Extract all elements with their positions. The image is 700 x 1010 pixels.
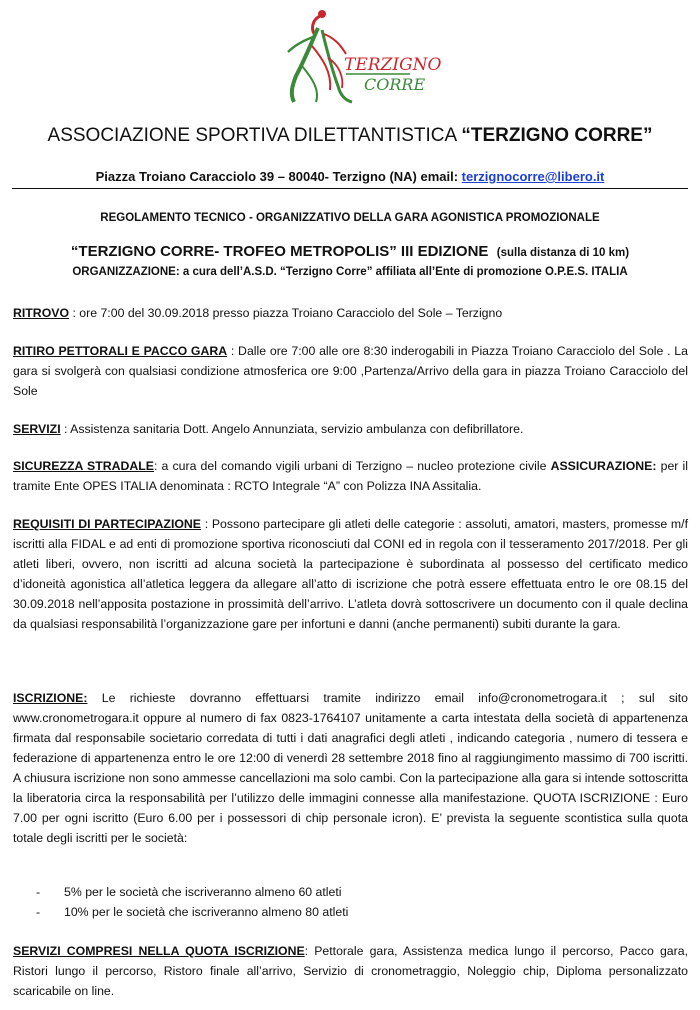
regulation-title: REGOLAMENTO TECNICO - ORGANIZZATIVO DELLA GARA AGONISTICA PROMOZIONALE xyxy=(100,212,600,224)
compresi-text: : Pettorale gara, Assistenza medica lungo il percorso, Pacco gara, Ristori lungo il percorso, Ristoro finale all’arrivo, Servizio di cronometraggio, Noleggio chip, Diploma personalizzato scaricabile on line. xyxy=(13,944,688,998)
organizer-line: ORGANIZZAZIONE: a cura dell’A.S.D. “Terzigno Corre” affiliata all’Ente di promozione O.P.E.S. ITALIA xyxy=(72,266,628,278)
event-distance: (sulla distanza di 10 km) xyxy=(496,247,630,259)
compresi-label: SERVIZI COMPRESI NELLA QUOTA ISCRIZIONE xyxy=(13,944,305,958)
ritrovo-text: : ore 7:00 del 30.09.2018 presso piazza Troiano Caracciolo del Sole – Terzigno xyxy=(69,306,503,320)
email-link[interactable]: terzignocorre@libero.it xyxy=(461,169,605,184)
logo-text-corre: CORRE xyxy=(364,75,426,94)
section-sicurezza xyxy=(13,456,688,496)
iscrizione-text: Le richieste dovranno effettuarsi tramite indirizzo email info@cronometrogara.it ; sul sito www.cronometrogara.it oppure al numero di fax 0823-1764107 unitamente a carta intestata della società di appartenenza firmata dal responsabile societario corredata di tutti i dati anagrafici degli atleti , indicando categoria , numero di tessera e federazione di appartenenza entro le ore 12:00 di venerdì 28 settembre 2018 fino al raggiungimento massimo di 700 iscritti. A chiusura iscrizione non sono ammesse cancellazioni ma solo cambi. Con la partecipazione alla gara si intende sottoscritta la liberatoria circa la responsabilità per l’utilizzo delle immagini connesse alla manifestazione. QUOTA ISCRIZIONE : Euro 7.00 per ogni iscritto (Euro 6.00 per i possessori di chip personale icron). E’ prevista la seguente scontistica sulla quota totale degli iscritti per le società: xyxy=(13,691,688,845)
requisiti-label: REQUISITI DI PARTECIPAZIONE xyxy=(13,517,202,531)
event-name: “TERZIGNO CORRE- TROFEO METROPOLIS” III EDIZIONE xyxy=(70,243,489,260)
requisiti-text: : Possono partecipare gli atleti delle categorie : assoluti, amatori, masters, promesse m/f iscritti alla FIDAL e ad enti di promozione sportiva riconosciuti dal CONI ed in regola con il tesseramento 2017/2018. Per gli atleti liberi, ovvero, non iscritti ad alcuna società la partecipazione è subordinata al possesso del certificato medico d’idoneità agonistica all’atletica leggera da allegare all’atto di iscrizione che potrà essere effettuata entro le ore 08.15 del 30.09.2018 nell’apposita postazione in prossimità dell’arrivo. L’atleta dovrà sottoscrivere un documento con il quale declina da qualsiasi responsabilità l’organizzazione gare per infortuni e danni (anche permanenti) subiti durante la gara. xyxy=(13,517,688,631)
servizi-label: SERVIZI xyxy=(13,422,61,436)
section-servizi-compresi xyxy=(13,941,688,1001)
address-text: Piazza Troiano Caracciolo 39 – 80040- Terzigno (NA) email: xyxy=(95,169,462,184)
org-name: “TERZIGNO CORRE” xyxy=(461,125,653,146)
section-servizi xyxy=(13,419,688,439)
assicurazione-label: ASSICURAZIONE: xyxy=(550,459,657,473)
runner-logo-icon xyxy=(282,6,442,106)
org-prefix: ASSOCIAZIONE SPORTIVA DILETTANTISTICA xyxy=(47,125,462,146)
organization-title xyxy=(0,125,700,147)
servizi-text: : Assistenza sanitaria Dott. Angelo Annunziata, servizio ambulanza con defibrillatore. xyxy=(60,422,524,436)
assicurazione-text: per il tramite Ente OPES ITALIA denominata : RCTO Integrale “A” con Polizza INA Assitalia. xyxy=(13,459,688,493)
header-divider xyxy=(12,188,688,189)
discount-item-1: 5% per le società che iscriveranno almeno 60 atleti xyxy=(64,885,342,899)
ritrovo-label: RITROVO xyxy=(13,306,70,320)
ritiro-label: RITIRO PETTORALI E PACCO GARA xyxy=(13,344,228,358)
section-requisiti xyxy=(13,514,688,634)
section-iscrizione xyxy=(13,688,688,848)
address-line xyxy=(0,169,700,184)
sicurezza-label: SICUREZZA STRADALE xyxy=(13,459,154,473)
terzigno-corre-logo xyxy=(282,6,442,106)
discount-item-2: 10% per le società che iscriveranno almeno 80 atleti xyxy=(64,905,349,919)
event-title xyxy=(0,243,700,260)
list-item: - 10% per le società che iscriveranno almeno 80 atleti xyxy=(36,902,676,922)
ritiro-text: : Dalle ore 7:00 alle ore 8:30 inderogabili in Piazza Troiano Caracciolo del Sole . La gara si svolgerà con qualsiasi condizione atmosferica ore 9:00 ,Partenza/Arrivo della gara in piazza Troiano Caracciolo del Sole xyxy=(13,344,688,398)
discount-list xyxy=(36,882,676,922)
list-item: - 5% per le società che iscriveranno almeno 60 atleti xyxy=(36,882,676,902)
sicurezza-text: : a cura del comando vigili urbani di Terzigno – nucleo protezione civile xyxy=(153,459,551,473)
logo-text-terzigno: TERZIGNO xyxy=(344,55,442,75)
section-ritrovo xyxy=(13,303,688,323)
section-ritiro xyxy=(13,341,688,401)
iscrizione-label: ISCRIZIONE: xyxy=(13,691,88,705)
